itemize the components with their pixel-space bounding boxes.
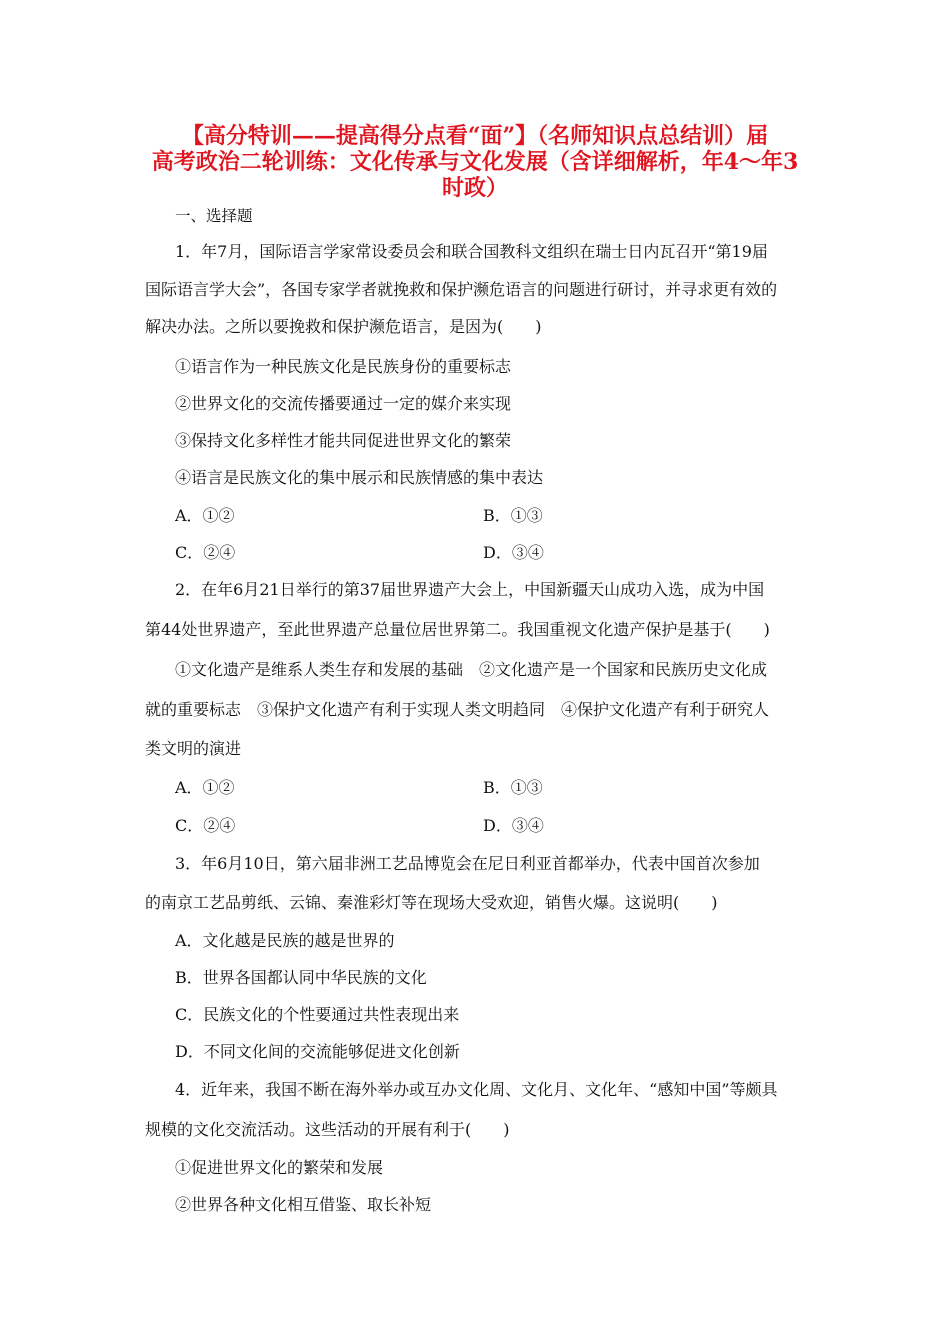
q4-item-1: ①促进世界文化的繁荣和发展 bbox=[175, 1158, 384, 1177]
q1-item-4: ④语言是民族文化的集中展示和民族情感的集中表达 bbox=[175, 468, 544, 487]
q1-option-d: D．③④ bbox=[483, 543, 544, 562]
q2-line-2: 第44处世界遗产，至此世界遗产总量位居世界第二。我国重视文化遗产保护是基于( ) bbox=[145, 620, 770, 639]
q1-option-b: B．①③ bbox=[483, 506, 543, 525]
q2-line-5: 类文明的演进 bbox=[145, 739, 242, 758]
q4-line-1: 4．近年来，我国不断在海外举办或互办文化周、文化月、文化年、“感知中国”等颇具 bbox=[175, 1080, 778, 1099]
q2-line-3: ①文化遗产是维系人类生存和发展的基础 ②文化遗产是一个国家和民族历史文化成 bbox=[175, 660, 768, 679]
q1-item-3: ③保持文化多样性才能共同促进世界文化的繁荣 bbox=[175, 431, 512, 450]
q4-line-2: 规模的文化交流活动。这些活动的开展有利于( ) bbox=[145, 1120, 510, 1139]
q4-item-2: ②世界各种文化相互借鉴、取长补短 bbox=[175, 1195, 432, 1214]
q1-line-2: 国际语言学大会”，各国专家学者就挽救和保护濒危语言的问题进行研讨，并寻求更有效的 bbox=[145, 280, 778, 299]
q3-option-a: A．文化越是民族的越是世界的 bbox=[175, 931, 395, 950]
q2-option-b: B．①③ bbox=[483, 778, 543, 797]
q3-option-d: D．不同文化间的交流能够促进文化创新 bbox=[175, 1042, 460, 1061]
title-line-3: 时政） bbox=[441, 175, 508, 201]
q1-item-2: ②世界文化的交流传播要通过一定的媒介来实现 bbox=[175, 394, 512, 413]
q1-option-c: C．②④ bbox=[175, 543, 236, 562]
q2-option-d: D．③④ bbox=[483, 816, 544, 835]
section-heading: 一、选择题 bbox=[175, 207, 253, 225]
q1-item-1: ①语言作为一种民族文化是民族身份的重要标志 bbox=[175, 357, 512, 376]
q3-line-1: 3．年6月10日，第六届非洲工艺品博览会在尼日利亚首都举办，代表中国首次参加 bbox=[175, 854, 760, 873]
q1-option-a: A．①② bbox=[175, 506, 235, 525]
q2-line-1: 2．在年6月21日举行的第37届世界遗产大会上，中国新疆天山成功入选，成为中国 bbox=[175, 580, 765, 599]
q3-line-2: 的南京工艺品剪纸、云锦、秦淮彩灯等在现场大受欢迎，销售火爆。这说明( ) bbox=[145, 893, 718, 912]
title-line-1: 【高分特训——提高得分点看“面”】（名师知识点总结训）届 bbox=[181, 123, 769, 149]
q2-option-c: C．②④ bbox=[175, 816, 236, 835]
title-line-2: 高考政治二轮训练：文化传承与文化发展（含详细解析，年4～年3 bbox=[151, 149, 799, 175]
q2-line-4: 就的重要标志 ③保护文化遗产有利于实现人类文明趋同 ④保护文化遗产有利于研究人 bbox=[145, 700, 770, 719]
q3-option-b: B．世界各国都认同中华民族的文化 bbox=[175, 968, 427, 987]
q1-line-3: 解决办法。之所以要挽救和保护濒危语言，是因为( ) bbox=[145, 317, 542, 336]
q3-option-c: C．民族文化的个性要通过共性表现出来 bbox=[175, 1005, 460, 1024]
q1-line-1: 1．年7月，国际语言学家常设委员会和联合国教科文组织在瑞士日内瓦召开“第19届 bbox=[175, 242, 768, 261]
q2-option-a: A．①② bbox=[175, 778, 235, 797]
